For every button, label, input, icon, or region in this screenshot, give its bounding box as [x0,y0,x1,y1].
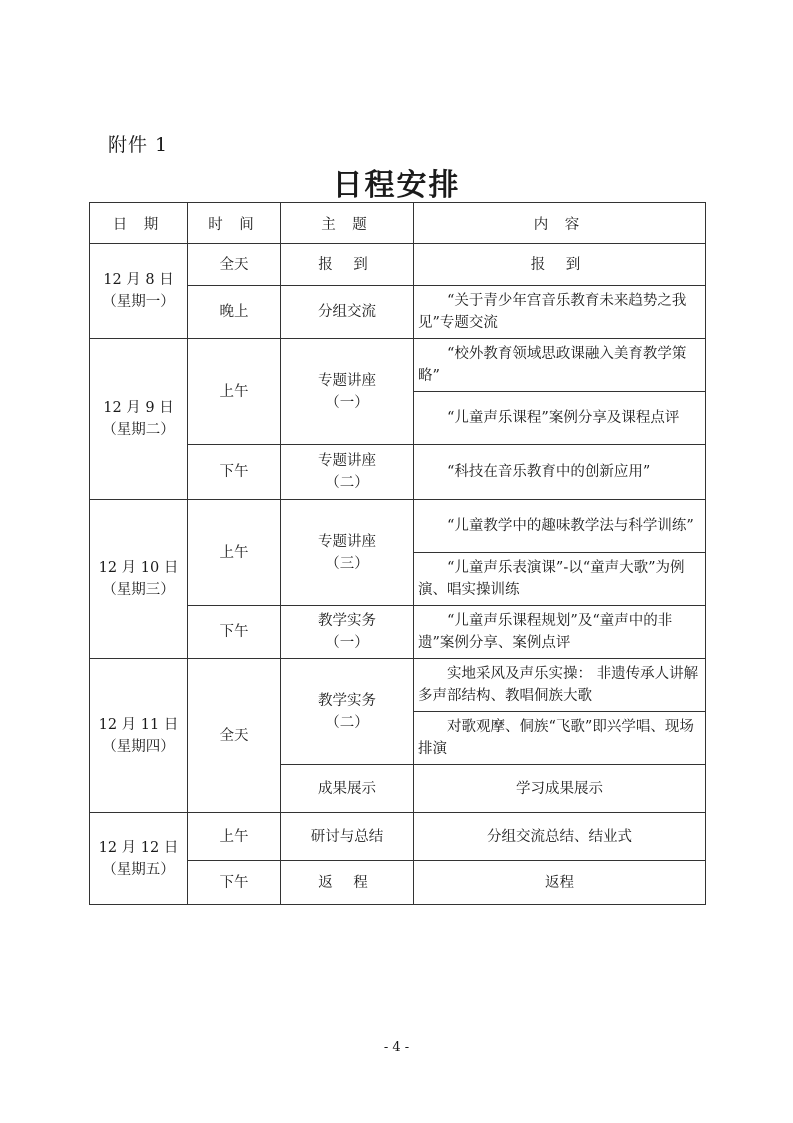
date-cell [90,659,188,813]
topic-line: 教学实务 [318,692,376,709]
content-text: “校外教育领域思政课融入美育教学策略” [418,346,687,384]
topic-line: 专题讲座 [318,372,376,389]
date-text: 12 月 9 日 [103,400,174,416]
table-row [90,339,706,392]
topic-cell [281,339,414,445]
content-cell [414,445,706,500]
page-number: - 4 - [383,1040,410,1055]
topic-cell: 成果展示 [281,765,414,813]
content-cell: 返程 [414,861,706,905]
weekday-text: （星期一） [102,294,175,310]
topic-line: （二） [325,714,369,731]
time-cell: 全天 [188,659,281,813]
content-cell [414,553,706,606]
topic-cell [281,445,414,500]
content-cell [414,500,706,553]
topic-line: （二） [325,475,369,491]
topic-line: （一） [325,394,369,411]
content-cell: 分组交流总结、结业式 [414,813,706,861]
attachment-label: 附件 1 [108,134,169,156]
time-cell: 上午 [188,500,281,606]
date-cell [90,500,188,659]
date-text: 12 月 8 日 [103,272,174,288]
content-text: “儿童声乐课程”案例分享及课程点评 [447,410,680,426]
topic-cell: 返 程 [281,861,414,905]
content-text: 实地采风及声乐实操： 非遗传承人讲解多声部结构、教唱侗族大歌 [418,666,699,704]
table-row [90,244,706,286]
time-cell: 上午 [188,339,281,445]
content-cell [414,659,706,712]
time-cell: 下午 [188,445,281,500]
content-cell: 学习成果展示 [414,765,706,813]
table-row [90,659,706,712]
time-cell: 下午 [188,861,281,905]
topic-cell [281,500,414,606]
topic-cell: 分组交流 [281,286,414,339]
content-text: “儿童教学中的趣味教学法与科学训练” [447,518,694,534]
table-row [90,813,706,861]
content-cell [414,712,706,765]
weekday-text: （星期三） [102,582,175,598]
date-text: 12 月 12 日 [98,839,179,856]
time-cell: 全天 [188,244,281,286]
content-text: “儿童声乐表演课”-以“童声大歌”为例演、唱实操训练 [418,560,685,598]
topic-line: （一） [325,635,369,651]
content-cell [414,286,706,339]
topic-line: 专题讲座 [318,453,376,469]
topic-cell: 报 到 [281,244,414,286]
date-text: 12 月 10 日 [98,560,179,576]
time-cell: 上午 [188,813,281,861]
date-cell [90,244,188,339]
header-date: 日 期 [90,203,188,244]
topic-cell [281,606,414,659]
header-time: 时 间 [188,203,281,244]
topic-line: 教学实务 [318,613,376,629]
topic-cell: 研讨与总结 [281,813,414,861]
table-header-row [90,203,706,244]
table-row [90,500,706,553]
topic-line: （三） [325,555,369,572]
weekday-text: （星期二） [102,422,175,438]
content-text: “科技在音乐教育中的创新应用” [447,464,651,480]
topic-cell [281,659,414,765]
date-text: 12 月 11 日 [98,716,179,733]
time-cell: 晚上 [188,286,281,339]
topic-line: 专题讲座 [318,533,376,550]
content-cell [414,392,706,445]
page-title: 日程安排 [332,168,461,203]
content-cell: 报 到 [414,244,706,286]
header-topic: 主 题 [281,203,414,244]
schedule-table [89,202,706,905]
content-text: “儿童声乐课程规划”及“童声中的非遗”案例分享、案例点评 [418,613,673,651]
header-content: 内 容 [414,203,706,244]
time-cell: 下午 [188,606,281,659]
weekday-text: （星期五） [102,861,175,878]
content-text: “关于青少年宫音乐教育未来趋势之我见”专题交流 [418,293,687,331]
date-cell [90,813,188,905]
weekday-text: （星期四） [102,738,175,755]
content-text: 对歌观摩、侗族“飞歌”即兴学唱、现场排演 [418,719,694,757]
content-cell [414,339,706,392]
date-cell [90,339,188,500]
content-cell [414,606,706,659]
